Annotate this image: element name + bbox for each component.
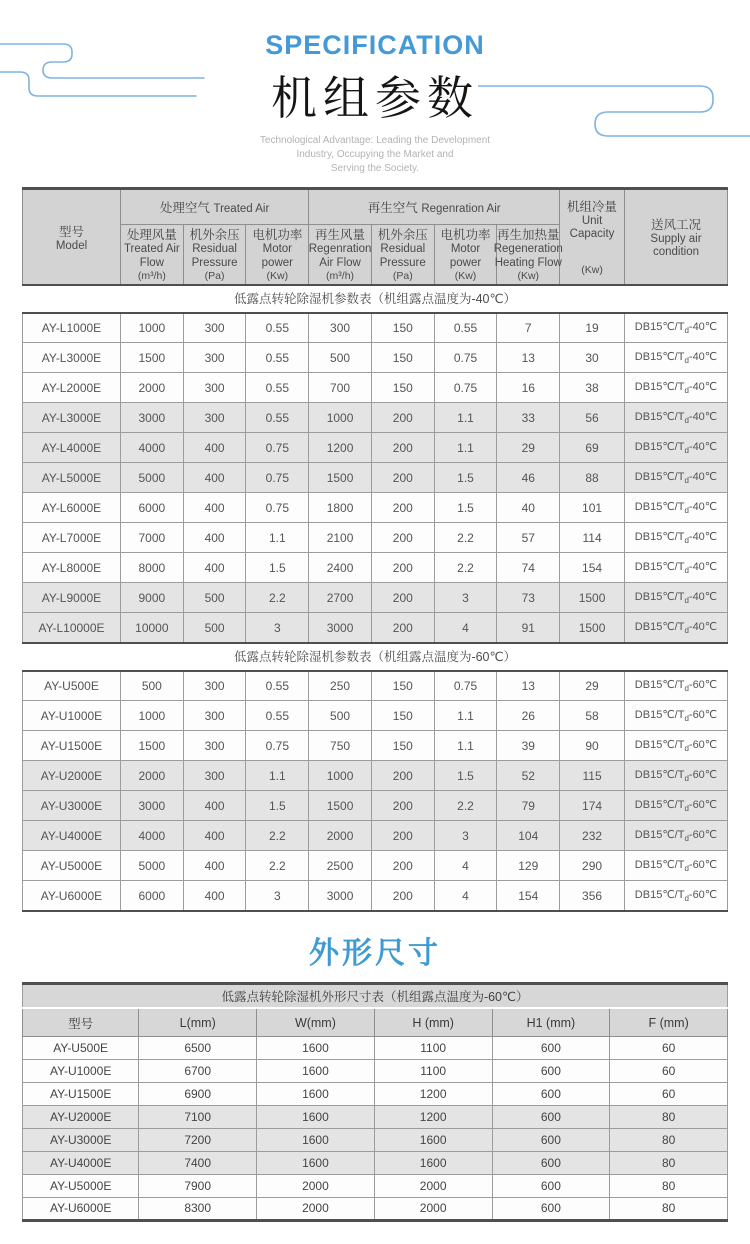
value-cell: 0.75 xyxy=(246,493,309,523)
value-cell: 0.75 xyxy=(246,463,309,493)
value-cell: 1100 xyxy=(374,1059,492,1082)
value-cell: 104 xyxy=(497,821,560,851)
dims-col-f: F (mm) xyxy=(610,1008,728,1036)
value-cell: 200 xyxy=(371,881,434,911)
col-group-regeneration-air: 再生空气 Regenration Air xyxy=(309,189,560,225)
value-cell: 88 xyxy=(560,463,625,493)
value-cell: 3 xyxy=(246,881,309,911)
value-cell: 400 xyxy=(183,433,246,463)
table-row xyxy=(23,731,728,761)
value-cell: 700 xyxy=(309,373,372,403)
value-cell: 0.75 xyxy=(434,373,497,403)
supply-condition-cell: $DB15℃/T_d-60℃$ xyxy=(624,671,727,701)
model-cell: AY-L8000E xyxy=(23,553,121,583)
value-cell: 91 xyxy=(497,613,560,643)
value-cell: 5000 xyxy=(120,463,183,493)
value-cell: 46 xyxy=(497,463,560,493)
model-cell: AY-U6000E xyxy=(23,1197,139,1220)
value-cell: 600 xyxy=(492,1128,610,1151)
value-cell: 29 xyxy=(497,433,560,463)
supply-condition-cell: $DB15℃/T_d-40℃$ xyxy=(624,463,727,493)
value-cell: 2000 xyxy=(120,761,183,791)
table-row xyxy=(23,373,728,403)
subtitle-line: Industry, Occupying the Market and xyxy=(296,148,454,160)
value-cell: 400 xyxy=(183,493,246,523)
value-cell: 600 xyxy=(492,1036,610,1059)
value-cell: 150 xyxy=(371,701,434,731)
value-cell: 39 xyxy=(497,731,560,761)
value-cell: 1.1 xyxy=(434,701,497,731)
table-row xyxy=(23,523,728,553)
value-cell: 3 xyxy=(246,613,309,643)
value-cell: 80 xyxy=(610,1105,728,1128)
value-cell: 2.2 xyxy=(434,791,497,821)
dims-col-l: L(mm) xyxy=(139,1008,257,1036)
value-cell: 150 xyxy=(371,671,434,701)
value-cell: 1500 xyxy=(120,731,183,761)
value-cell: 56 xyxy=(560,403,625,433)
col-header-regen-flow: 再生风量 Regenration Air Flow (m³/h) xyxy=(309,225,372,285)
value-cell: 19 xyxy=(560,313,625,343)
value-cell: 1800 xyxy=(309,493,372,523)
value-cell: 1500 xyxy=(560,583,625,613)
spec-table-minus60 xyxy=(22,670,728,912)
value-cell: 1000 xyxy=(309,761,372,791)
value-cell: 600 xyxy=(492,1105,610,1128)
value-cell: 1000 xyxy=(309,403,372,433)
value-cell: 200 xyxy=(371,523,434,553)
value-cell: 40 xyxy=(497,493,560,523)
value-cell: 200 xyxy=(371,821,434,851)
value-cell: 356 xyxy=(560,881,625,911)
value-cell: 600 xyxy=(492,1082,610,1105)
value-cell: 2400 xyxy=(309,553,372,583)
col-header-regen-motor-power: 电机功率 Motor power (Kw) xyxy=(434,225,497,285)
value-cell: 1600 xyxy=(374,1128,492,1151)
table-row xyxy=(23,821,728,851)
value-cell: 1.5 xyxy=(246,553,309,583)
model-cell: AY-U1500E xyxy=(23,731,121,761)
col-header-treated-pressure: 机外余压 Residual Pressure (Pa) xyxy=(183,225,246,285)
value-cell: 38 xyxy=(560,373,625,403)
model-cell: AY-L3000E xyxy=(23,343,121,373)
value-cell: 1.5 xyxy=(434,493,497,523)
model-cell: AY-L2000E xyxy=(23,373,121,403)
value-cell: 10000 xyxy=(120,613,183,643)
col-header-treated-motor-power: 电机功率 Motor power (Kw) xyxy=(246,225,309,285)
value-cell: 3 xyxy=(434,821,497,851)
value-cell: 33 xyxy=(497,403,560,433)
value-cell: 0.55 xyxy=(246,313,309,343)
value-cell: 2.2 xyxy=(246,583,309,613)
tables-area xyxy=(22,187,728,1221)
value-cell: 300 xyxy=(183,761,246,791)
value-cell: 1600 xyxy=(374,1151,492,1174)
col-header-regen-heating-flow: 再生加热量 Regeneration Heating Flow (Kw) xyxy=(497,225,560,285)
table-row xyxy=(23,1105,728,1128)
value-cell: 600 xyxy=(492,1059,610,1082)
subtitle-line: Serving the Society. xyxy=(330,162,420,174)
supply-condition-cell: $DB15℃/T_d-60℃$ xyxy=(624,821,727,851)
supply-condition-cell: $DB15℃/T_d-40℃$ xyxy=(624,343,727,373)
eyebrow-specification: SPECIFICATION xyxy=(265,30,485,60)
value-cell: 0.75 xyxy=(246,433,309,463)
value-cell: 1500 xyxy=(120,343,183,373)
supply-condition-cell: $DB15℃/T_d-40℃$ xyxy=(624,403,727,433)
value-cell: 2000 xyxy=(309,821,372,851)
value-cell: 300 xyxy=(183,701,246,731)
model-cell: AY-U2000E xyxy=(23,1105,139,1128)
value-cell: 73 xyxy=(497,583,560,613)
value-cell: 80 xyxy=(610,1174,728,1197)
table-row xyxy=(23,1128,728,1151)
value-cell: 300 xyxy=(183,403,246,433)
value-cell: 150 xyxy=(371,313,434,343)
value-cell: 150 xyxy=(371,373,434,403)
value-cell: 3000 xyxy=(120,403,183,433)
value-cell: 400 xyxy=(183,791,246,821)
value-cell: 1000 xyxy=(120,701,183,731)
value-cell: 129 xyxy=(497,851,560,881)
value-cell: 9000 xyxy=(120,583,183,613)
value-cell: 6000 xyxy=(120,493,183,523)
value-cell: 60 xyxy=(610,1082,728,1105)
value-cell: 200 xyxy=(371,553,434,583)
value-cell: 232 xyxy=(560,821,625,851)
value-cell: 1600 xyxy=(257,1036,375,1059)
table-row xyxy=(23,313,728,343)
value-cell: 2.2 xyxy=(246,851,309,881)
supply-condition-cell: $DB15℃/T_d-40℃$ xyxy=(624,373,727,403)
supply-condition-cell: $DB15℃/T_d-60℃$ xyxy=(624,701,727,731)
value-cell: 300 xyxy=(183,313,246,343)
table-row xyxy=(23,791,728,821)
value-cell: 4 xyxy=(434,851,497,881)
value-cell: 0.55 xyxy=(246,343,309,373)
model-cell: AY-U4000E xyxy=(23,821,121,851)
value-cell: 200 xyxy=(371,463,434,493)
model-cell: AY-L10000E xyxy=(23,613,121,643)
page-header xyxy=(0,0,750,175)
value-cell: 400 xyxy=(183,881,246,911)
col-header-model: 型号 Model xyxy=(23,189,121,285)
value-cell: 2.2 xyxy=(434,553,497,583)
value-cell: 4000 xyxy=(120,821,183,851)
value-cell: 69 xyxy=(560,433,625,463)
value-cell: 0.55 xyxy=(246,373,309,403)
value-cell: 1.1 xyxy=(246,761,309,791)
col-group-treated-air: 处理空气 Treated Air xyxy=(120,189,308,225)
table-row xyxy=(23,701,728,731)
model-cell: AY-U2000E xyxy=(23,761,121,791)
value-cell: 13 xyxy=(497,343,560,373)
value-cell: 74 xyxy=(497,553,560,583)
value-cell: 150 xyxy=(371,731,434,761)
section-band-minus40: 低露点转轮除湿机参数表（机组露点温度为-40℃） xyxy=(22,286,728,312)
value-cell: 1.5 xyxy=(246,791,309,821)
value-cell: 2.2 xyxy=(246,821,309,851)
value-cell: 1500 xyxy=(309,791,372,821)
value-cell: 154 xyxy=(560,553,625,583)
supply-condition-cell: $DB15℃/T_d-60℃$ xyxy=(624,731,727,761)
col-header-supply-condition: 送风工况 Supply air condition xyxy=(624,189,727,285)
value-cell: 1600 xyxy=(257,1059,375,1082)
value-cell: 174 xyxy=(560,791,625,821)
value-cell: 52 xyxy=(497,761,560,791)
table-row xyxy=(23,403,728,433)
table-row xyxy=(23,1036,728,1059)
model-cell: AY-L1000E xyxy=(23,313,121,343)
value-cell: 2700 xyxy=(309,583,372,613)
supply-condition-cell: $DB15℃/T_d-60℃$ xyxy=(624,881,727,911)
table-row xyxy=(23,493,728,523)
value-cell: 8000 xyxy=(120,553,183,583)
value-cell: 7400 xyxy=(139,1151,257,1174)
value-cell: 7200 xyxy=(139,1128,257,1151)
value-cell: 7900 xyxy=(139,1174,257,1197)
value-cell: 3000 xyxy=(309,881,372,911)
model-cell: AY-U3000E xyxy=(23,1128,139,1151)
value-cell: 7100 xyxy=(139,1105,257,1128)
model-cell: AY-U4000E xyxy=(23,1151,139,1174)
model-cell: AY-U5000E xyxy=(23,851,121,881)
value-cell: 2000 xyxy=(374,1174,492,1197)
col-header-regen-pressure: 机外余压 Residual Pressure (Pa) xyxy=(371,225,434,285)
model-cell: AY-L9000E xyxy=(23,583,121,613)
value-cell: 400 xyxy=(183,851,246,881)
value-cell: 0.55 xyxy=(246,671,309,701)
value-cell: 3000 xyxy=(120,791,183,821)
value-cell: 115 xyxy=(560,761,625,791)
model-cell: AY-L5000E xyxy=(23,463,121,493)
dims-col-model: 型号 xyxy=(23,1008,139,1036)
value-cell: 3 xyxy=(434,583,497,613)
value-cell: 2000 xyxy=(374,1197,492,1220)
supply-condition-cell: $DB15℃/T_d-40℃$ xyxy=(624,313,727,343)
value-cell: 114 xyxy=(560,523,625,553)
value-cell: 600 xyxy=(492,1197,610,1220)
value-cell: 7 xyxy=(497,313,560,343)
value-cell: 16 xyxy=(497,373,560,403)
value-cell: 200 xyxy=(371,433,434,463)
col-header-treated-flow: 处理风量 Treated Air Flow (m³/h) xyxy=(120,225,183,285)
spec-table-header xyxy=(22,187,728,285)
value-cell: 1100 xyxy=(374,1036,492,1059)
value-cell: 101 xyxy=(560,493,625,523)
value-cell: 1600 xyxy=(257,1128,375,1151)
spec-table-minus40 xyxy=(22,312,728,644)
table-row xyxy=(23,1197,728,1220)
value-cell: 1600 xyxy=(257,1151,375,1174)
model-cell: AY-U1500E xyxy=(23,1082,139,1105)
value-cell: 0.75 xyxy=(434,671,497,701)
supply-condition-cell: $DB15℃/T_d-60℃$ xyxy=(624,791,727,821)
value-cell: 5000 xyxy=(120,851,183,881)
dims-col-h: H (mm) xyxy=(374,1008,492,1036)
table-row xyxy=(23,1082,728,1105)
value-cell: 150 xyxy=(371,343,434,373)
value-cell: 500 xyxy=(183,613,246,643)
value-cell: 300 xyxy=(183,373,246,403)
subtitle-line: Technological Advantage: Leading the Development xyxy=(259,135,491,146)
table-row xyxy=(23,761,728,791)
value-cell: 300 xyxy=(183,671,246,701)
table-row xyxy=(23,1059,728,1082)
value-cell: 200 xyxy=(371,613,434,643)
col-header-unit-capacity: 机组冷量 Unit Capacity (Kw) xyxy=(560,189,625,285)
dimensions-title: 外形尺寸 xyxy=(309,936,441,970)
value-cell: 8300 xyxy=(139,1197,257,1220)
value-cell: 58 xyxy=(560,701,625,731)
table-row xyxy=(23,881,728,911)
value-cell: 1.5 xyxy=(434,463,497,493)
supply-condition-cell: $DB15℃/T_d-40℃$ xyxy=(624,583,727,613)
page-subtitle xyxy=(0,134,750,175)
value-cell: 1.1 xyxy=(246,523,309,553)
value-cell: 300 xyxy=(183,731,246,761)
value-cell: 1.5 xyxy=(434,761,497,791)
table-row xyxy=(23,1151,728,1174)
value-cell: 0.55 xyxy=(246,701,309,731)
value-cell: 90 xyxy=(560,731,625,761)
model-cell: AY-U5000E xyxy=(23,1174,139,1197)
value-cell: 300 xyxy=(309,313,372,343)
value-cell: 1200 xyxy=(374,1082,492,1105)
value-cell: 3000 xyxy=(309,613,372,643)
value-cell: 1500 xyxy=(560,613,625,643)
supply-condition-cell: $DB15℃/T_d-40℃$ xyxy=(624,613,727,643)
table-row xyxy=(23,851,728,881)
value-cell: 500 xyxy=(183,583,246,613)
value-cell: 13 xyxy=(497,671,560,701)
value-cell: 200 xyxy=(371,851,434,881)
value-cell: 0.55 xyxy=(434,313,497,343)
table-row xyxy=(23,553,728,583)
value-cell: 7000 xyxy=(120,523,183,553)
value-cell: 2000 xyxy=(257,1174,375,1197)
value-cell: 80 xyxy=(610,1197,728,1220)
supply-condition-cell: $DB15℃/T_d-40℃$ xyxy=(624,493,727,523)
table-row xyxy=(23,433,728,463)
value-cell: 4000 xyxy=(120,433,183,463)
value-cell: 6900 xyxy=(139,1082,257,1105)
value-cell: 500 xyxy=(309,701,372,731)
table-row xyxy=(23,463,728,493)
value-cell: 1.1 xyxy=(434,433,497,463)
value-cell: 300 xyxy=(183,343,246,373)
section-band-minus60: 低露点转轮除湿机参数表（机组露点温度为-60℃） xyxy=(22,644,728,670)
dimensions-table xyxy=(22,982,728,1222)
value-cell: 0.75 xyxy=(434,343,497,373)
value-cell: 2000 xyxy=(257,1197,375,1220)
value-cell: 0.75 xyxy=(246,731,309,761)
value-cell: 4 xyxy=(434,613,497,643)
value-cell: 154 xyxy=(497,881,560,911)
supply-condition-cell: $DB15℃/T_d-60℃$ xyxy=(624,761,727,791)
model-cell: AY-U500E xyxy=(23,671,121,701)
value-cell: 200 xyxy=(371,403,434,433)
value-cell: 1600 xyxy=(257,1105,375,1128)
value-cell: 1.1 xyxy=(434,403,497,433)
value-cell: 2.2 xyxy=(434,523,497,553)
model-cell: AY-U1000E xyxy=(23,1059,139,1082)
value-cell: 80 xyxy=(610,1128,728,1151)
value-cell: 200 xyxy=(371,493,434,523)
value-cell: 250 xyxy=(309,671,372,701)
supply-condition-cell: $DB15℃/T_d-60℃$ xyxy=(624,851,727,881)
value-cell: 60 xyxy=(610,1036,728,1059)
value-cell: 30 xyxy=(560,343,625,373)
value-cell: 500 xyxy=(309,343,372,373)
value-cell: 500 xyxy=(120,671,183,701)
value-cell: 400 xyxy=(183,821,246,851)
value-cell: 400 xyxy=(183,523,246,553)
dims-col-h1: H1 (mm) xyxy=(492,1008,610,1036)
value-cell: 1500 xyxy=(309,463,372,493)
table-row xyxy=(23,1174,728,1197)
value-cell: 79 xyxy=(497,791,560,821)
value-cell: 1000 xyxy=(120,313,183,343)
model-cell: AY-U1000E xyxy=(23,701,121,731)
value-cell: 80 xyxy=(610,1151,728,1174)
model-cell: AY-L4000E xyxy=(23,433,121,463)
supply-condition-cell: $DB15℃/T_d-40℃$ xyxy=(624,523,727,553)
value-cell: 200 xyxy=(371,761,434,791)
value-cell: 6700 xyxy=(139,1059,257,1082)
table-row xyxy=(23,583,728,613)
value-cell: 2000 xyxy=(120,373,183,403)
value-cell: 26 xyxy=(497,701,560,731)
value-cell: 4 xyxy=(434,881,497,911)
value-cell: 290 xyxy=(560,851,625,881)
value-cell: 400 xyxy=(183,463,246,493)
value-cell: 1200 xyxy=(309,433,372,463)
value-cell: 1200 xyxy=(374,1105,492,1128)
dims-col-w: W(mm) xyxy=(257,1008,375,1036)
page-title: 机组参数 xyxy=(271,72,479,124)
model-cell: AY-U3000E xyxy=(23,791,121,821)
value-cell: 2100 xyxy=(309,523,372,553)
supply-condition-cell: $DB15℃/T_d-40℃$ xyxy=(624,433,727,463)
value-cell: 600 xyxy=(492,1174,610,1197)
table-row xyxy=(23,613,728,643)
value-cell: 57 xyxy=(497,523,560,553)
value-cell: 60 xyxy=(610,1059,728,1082)
supply-condition-cell: $DB15℃/T_d-40℃$ xyxy=(624,553,727,583)
model-cell: AY-L7000E xyxy=(23,523,121,553)
value-cell: 6500 xyxy=(139,1036,257,1059)
value-cell: 1.1 xyxy=(434,731,497,761)
model-cell: AY-U500E xyxy=(23,1036,139,1059)
table-row xyxy=(23,671,728,701)
value-cell: 2500 xyxy=(309,851,372,881)
dimensions-band: 低露点转轮除湿机外形尺寸表（机组露点温度为-60℃） xyxy=(23,983,728,1008)
model-cell: AY-U6000E xyxy=(23,881,121,911)
table-row xyxy=(23,343,728,373)
model-cell: AY-L3000E xyxy=(23,403,121,433)
value-cell: 6000 xyxy=(120,881,183,911)
model-cell: AY-L6000E xyxy=(23,493,121,523)
value-cell: 1600 xyxy=(257,1082,375,1105)
value-cell: 200 xyxy=(371,791,434,821)
value-cell: 200 xyxy=(371,583,434,613)
value-cell: 600 xyxy=(492,1151,610,1174)
value-cell: 400 xyxy=(183,553,246,583)
value-cell: 29 xyxy=(560,671,625,701)
value-cell: 0.55 xyxy=(246,403,309,433)
value-cell: 750 xyxy=(309,731,372,761)
